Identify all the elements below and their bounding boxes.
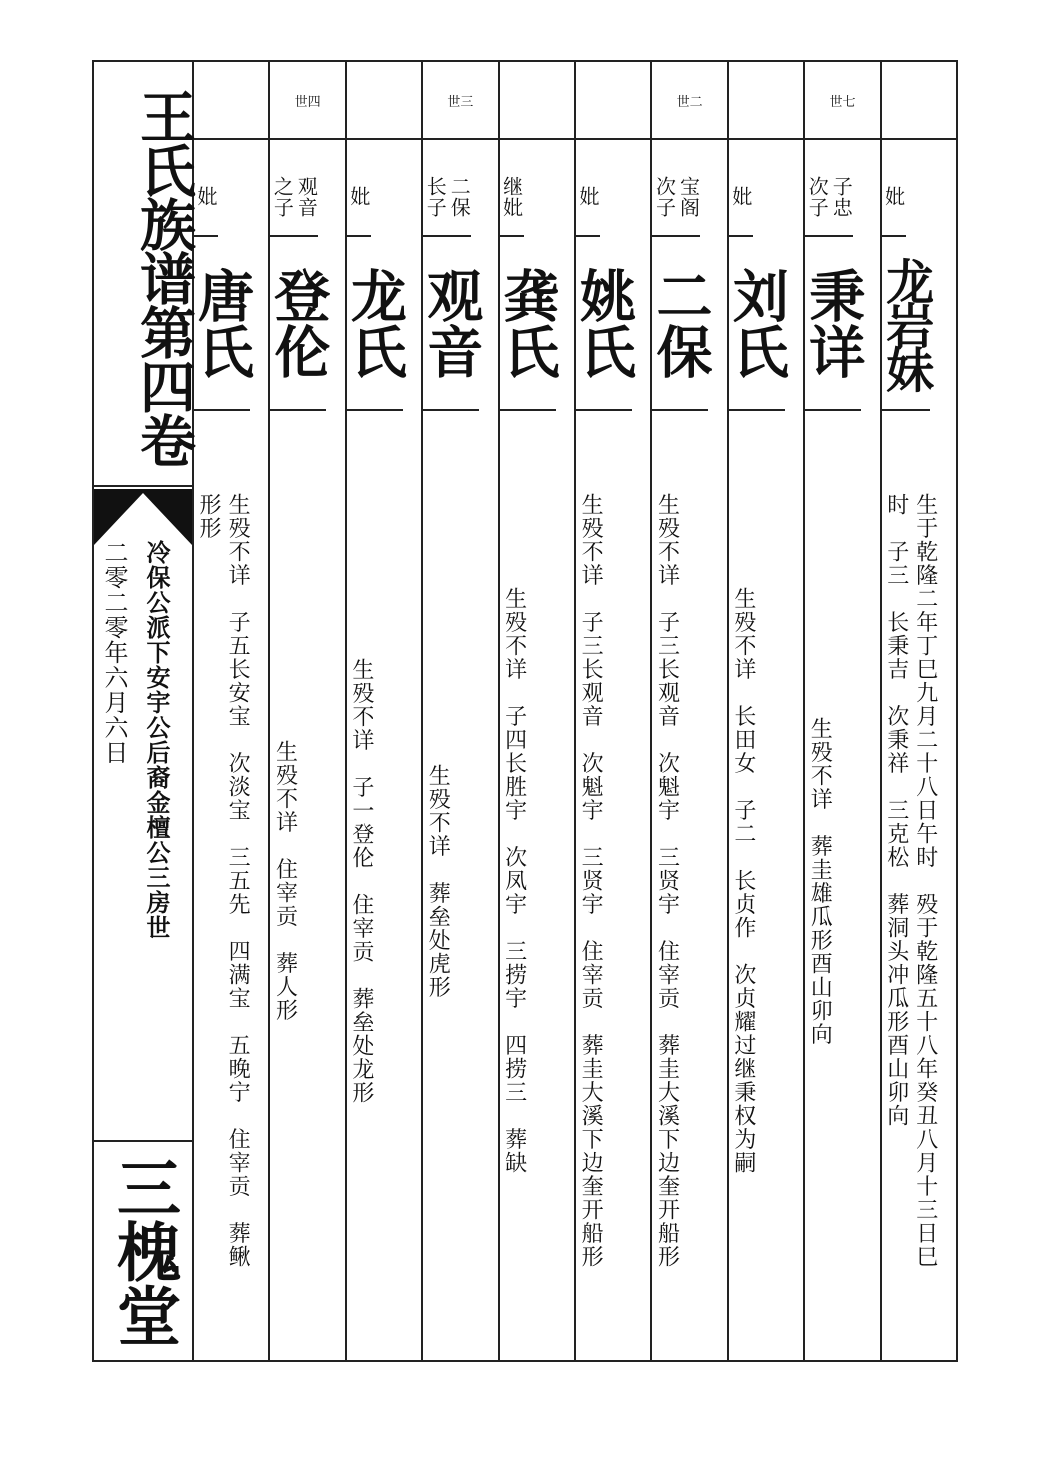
record-column [571, 62, 652, 1360]
person-name: 登伦 [270, 237, 326, 411]
relation-label: 继妣 [500, 140, 524, 237]
record-detail: 生殁不详 子四长胜宇 次凤宇 三捞宇 四捞三 葬缺 [501, 587, 527, 1175]
record-detail: 生殁不详 长田女 子二 长贞作 次贞耀过继秉权为嗣 [730, 587, 756, 1175]
record-detail: 生殁不详 葬垒处虎形 [425, 763, 451, 999]
relation-label: 妣 [729, 140, 753, 237]
relation-label: 观音 之子 [270, 140, 318, 237]
genealogy-page [92, 60, 958, 1362]
generation-label: 世二 [652, 62, 726, 140]
lineage-subtitle: 冷保公派下安宇公后裔金檀公三房世 [142, 540, 171, 940]
generation-label [347, 62, 421, 140]
person-name: 二保 [652, 237, 708, 411]
relation-label: 妣 [576, 140, 600, 237]
sidebar [94, 62, 197, 1360]
record-columns [189, 62, 956, 1360]
banner-ribbon [94, 489, 192, 545]
record-column [341, 62, 423, 1360]
person-name: 姚氏 [576, 237, 632, 411]
relation-label: 宝阁 次子 [652, 140, 700, 237]
person-name: 龙岩妹 [882, 237, 930, 411]
person-name: 唐氏 [194, 237, 250, 411]
generation-label: 世七 [805, 62, 879, 140]
record-column [877, 62, 956, 1360]
generation-label [729, 62, 803, 140]
record-column [494, 62, 576, 1360]
person-name: 龚氏 [500, 237, 556, 411]
generation-label [576, 62, 650, 140]
relation-label: 妣 [194, 140, 218, 237]
volume-title: 王氏族谱第四卷 [94, 62, 192, 487]
relation-label: 二保 长子 [423, 140, 471, 237]
record-detail: 生殁不详 子五长安宝 次淡宝 三五先 四满宝 五晚宁 住宰贡 葬鳅 形形 [196, 493, 251, 1269]
record-column [418, 62, 499, 1360]
generation-label [882, 62, 956, 140]
record-detail: 生殁不详 子三长观音 次魁宇 三贤宇 住宰贡 葬圭大溪下边奎开船形 [578, 493, 604, 1269]
hall-name: 三槐堂 [94, 1140, 192, 1360]
record-column [647, 62, 728, 1360]
record-detail: 生殁不详 住宰贡 葬人形 [272, 740, 298, 1022]
generation-label [194, 62, 268, 140]
record-column [723, 62, 805, 1360]
record-detail: 生殁不详 子三长观音 次魁宇 三贤宇 住宰贡 葬圭大溪下边奎开船形 [654, 493, 680, 1269]
publication-date: 二零二零年六月六日 [100, 540, 128, 765]
relation-label: 子忠 次子 [805, 140, 853, 237]
record-detail: 生殁不详 子一登伦 住宰贡 葬垒处龙形 [348, 657, 374, 1105]
generation-label [500, 62, 574, 140]
person-name: 龙氏 [347, 237, 403, 411]
generation-label: 世三 [423, 62, 497, 140]
record-column [800, 62, 881, 1360]
record-column [189, 62, 270, 1360]
person-name: 观音 [423, 237, 479, 411]
generation-label: 世四 [270, 62, 344, 140]
relation-label: 妣 [347, 140, 371, 237]
person-name: 刘氏 [729, 237, 785, 411]
record-detail: 生于乾隆二年丁巳九月二十八日午时 殁于乾隆五十八年癸丑八月十三日巳 时 子三 长秉吉 次秉祥 三克松 葬洞头冲瓜形酉山卯向 [883, 493, 938, 1269]
person-name: 秉详 [805, 237, 861, 411]
record-detail: 生殁不详 葬圭雄瓜形酉山卯向 [807, 716, 833, 1046]
relation-label: 妣 [882, 140, 906, 237]
record-column [265, 62, 346, 1360]
